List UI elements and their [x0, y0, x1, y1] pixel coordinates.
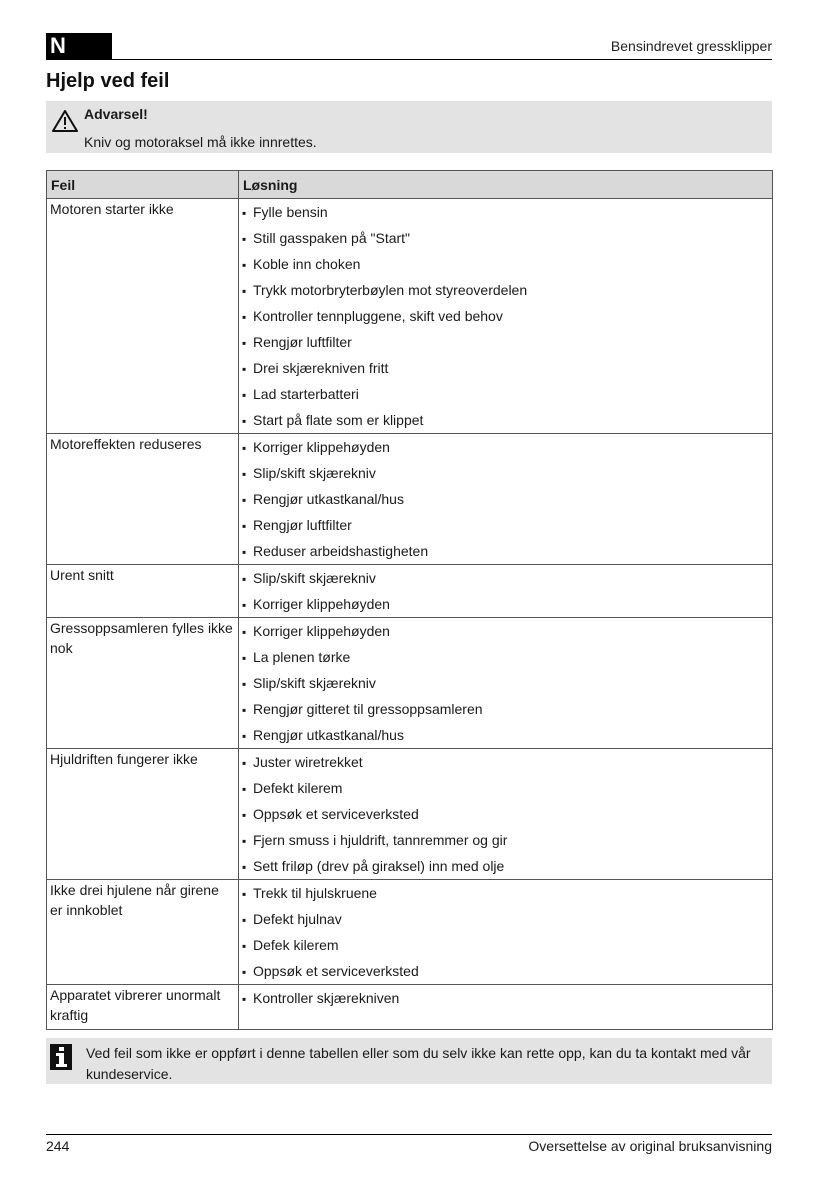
warning-title: Advarsel!: [84, 106, 148, 122]
column-header-fault: Feil: [47, 171, 239, 199]
fault-cell: Ikke drei hjulene når girene er innkoblet: [47, 880, 239, 985]
table-row: [47, 985, 773, 1030]
fault-cell: Gressoppsamleren fylles ikke nok: [47, 618, 239, 749]
solution-item: ▪ Start på flate som er klippet: [242, 407, 769, 433]
header-divider: [46, 59, 772, 60]
solution-item: ▪ Kontroller tennpluggene, skift ved behov: [242, 303, 769, 329]
fault-cell: Apparatet vibrerer unormalt kraftig: [47, 985, 239, 1030]
page-number: 244: [46, 1138, 70, 1154]
warning-box: [46, 101, 772, 153]
solution-item: ▪ Defekt kilerem: [242, 775, 769, 801]
solution-item: ▪ Koble inn choken: [242, 251, 769, 277]
troubleshooting-table: [46, 170, 773, 1030]
solution-item: ▪ Still gasspaken på "Start": [242, 225, 769, 251]
footer-text: Oversettelse av original bruksanvisning: [528, 1138, 772, 1154]
solution-cell: [239, 985, 773, 1030]
solution-cell: [239, 199, 773, 434]
footer-divider: [46, 1134, 772, 1135]
fault-cell: Hjuldriften fungerer ikke: [47, 749, 239, 880]
solution-item: ▪ Slip/skift skjærekniv: [242, 460, 769, 486]
table-row: [47, 880, 773, 985]
table-row: [47, 618, 773, 749]
solution-item: ▪ Fylle bensin: [242, 199, 769, 225]
section-title: Hjelp ved feil: [46, 70, 170, 92]
solution-cell: [239, 749, 773, 880]
solution-cell: [239, 434, 773, 565]
solution-item: ▪ Korriger klippehøyden: [242, 591, 769, 617]
solution-item: ▪ Rengjør luftfilter: [242, 329, 769, 355]
solution-item: ▪ Drei skjærekniven fritt: [242, 355, 769, 381]
solution-item: ▪ Slip/skift skjærekniv: [242, 670, 769, 696]
solution-cell: [239, 618, 773, 749]
info-icon: [50, 1044, 72, 1070]
warning-triangle-icon: [52, 109, 78, 133]
info-text: Ved feil som ikke er oppført i denne tabellen eller som du selv ikke kan rette opp, kan du ta kontakt med vår kundeservice.: [86, 1045, 751, 1082]
solution-item: ▪ Defekt hjulnav: [242, 906, 769, 932]
column-header-solution: Løsning: [239, 171, 773, 199]
solution-item: ▪ Sett friløp (drev på giraksel) inn med olje: [242, 853, 769, 879]
solution-item: ▪ Lad starterbatteri: [242, 381, 769, 407]
warning-text: Kniv og motoraksel må ikke innrettes.: [84, 134, 317, 150]
fault-cell: Urent snitt: [47, 565, 239, 618]
solution-item: ▪ Rengjør luftfilter: [242, 512, 769, 538]
fault-cell: Motoren starter ikke: [47, 199, 239, 434]
solution-item: ▪ Rengjør utkastkanal/hus: [242, 722, 769, 748]
solution-item: ▪ Juster wiretrekket: [242, 749, 769, 775]
solution-item: ▪ Defek kilerem: [242, 932, 769, 958]
fault-cell: Motoreffekten reduseres: [47, 434, 239, 565]
solution-item: ▪ Kontroller skjærekniven: [242, 985, 769, 1011]
document-title: Bensindrevet gressklipper: [610, 38, 772, 54]
table-row: [47, 434, 773, 565]
table-row: [47, 199, 773, 434]
table-row: [47, 749, 773, 880]
solution-item: ▪ Fjern smuss i hjuldrift, tannremmer og gir: [242, 827, 769, 853]
solution-item: ▪ Korriger klippehøyden: [242, 434, 769, 460]
language-badge: N: [46, 33, 112, 59]
solution-cell: [239, 565, 773, 618]
solution-item: ▪ La plenen tørke: [242, 644, 769, 670]
table-header-row: [47, 171, 773, 199]
solution-item: ▪ Korriger klippehøyden: [242, 618, 769, 644]
solution-cell: [239, 880, 773, 985]
solution-item: ▪ Rengjør gitteret til gressoppsamleren: [242, 696, 769, 722]
solution-item: ▪ Rengjør utkastkanal/hus: [242, 486, 769, 512]
solution-item: ▪ Oppsøk et serviceverksted: [242, 958, 769, 984]
table-row: [47, 565, 773, 618]
solution-item: ▪ Oppsøk et serviceverksted: [242, 801, 769, 827]
solution-item: ▪ Trykk motorbryterbøylen mot styreoverdelen: [242, 277, 769, 303]
solution-item: ▪ Slip/skift skjærekniv: [242, 565, 769, 591]
solution-item: ▪ Trekk til hjulskruene: [242, 880, 769, 906]
info-note: [46, 1038, 772, 1084]
solution-item: ▪ Reduser arbeidshastigheten: [242, 538, 769, 564]
